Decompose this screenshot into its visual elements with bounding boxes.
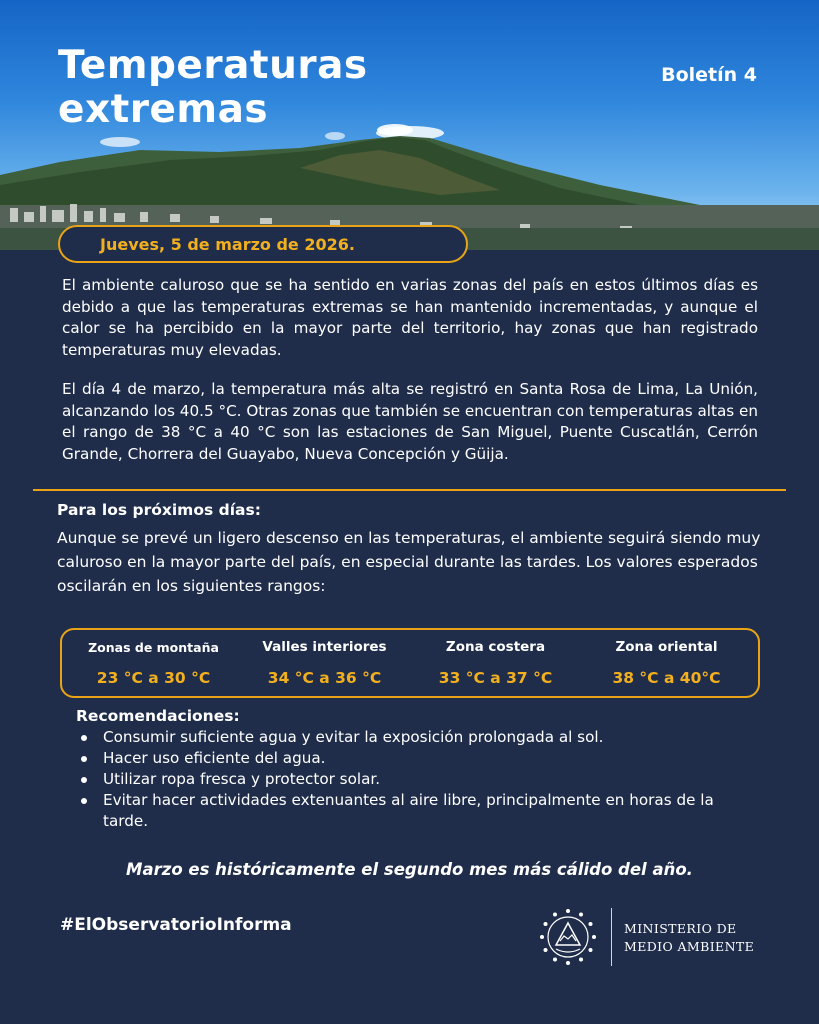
ministry-line-1: MINISTERIO DE [624,921,737,936]
list-item: Evitar hacer actividades extenuantes al aire libre, principalmente en horas de la tarde. [78,790,718,832]
zone-range: 34 °C a 36 °C [267,669,382,687]
zone-name: Zona costera [445,639,546,655]
zones-table [60,628,760,698]
zone-coastal [413,630,578,696]
ministry-name [624,920,754,956]
el-salvador-coat-of-arms-icon [536,905,600,969]
intro-paragraph: El ambiente caluroso que se ha sentido en varias zonas del país en estos últimos días es debido a que las temperaturas extremas se han mantenido incrementadas, y aunque el calor se ha percibido en la mayor parte del territorio, hay zonas que han registrado temperaturas muy elevadas. [62,276,758,359]
zone-range: 33 °C a 37 °C [438,669,553,687]
date-text: Jueves, 5 de marzo de 2026. [100,234,355,254]
list-item: Hacer uso eficiente del agua. [78,748,718,769]
records-paragraph: El día 4 de marzo, la temperatura más alta se registró en Santa Rosa de Lima, La Unión, alcanzando los 40.5 °C. Otras zonas que también se encuentran con temperaturas altas en el rango de 38 °C a 40 °C son las estaciones de San Miguel, Puente Cuscatlán, Cerrón Grande, Chorrera del Guayabo, Nueva Concepción y Güija. [62,380,758,463]
recommendations-heading: Recomendaciones: [76,707,240,725]
zone-name: Zonas de montaña [88,639,219,655]
logo-separator [611,908,612,966]
zone-range: 23 °C a 30 °C [96,668,211,687]
hero-banner [0,0,819,250]
hashtag: #ElObservatorioInforma [60,915,292,935]
list-item: Utilizar ropa fresca y protector solar. [78,769,718,790]
recommendations-list [78,727,718,832]
zone-range: 38 °C a 40°C [612,669,721,687]
ministry-line-2: MEDIO AMBIENTE [624,939,755,954]
date-badge [58,225,468,263]
title-line-1: Temperaturas [58,43,368,88]
closing-statement: Marzo es históricamente el segundo mes más cálido del año. [126,860,693,879]
title-line-2: extremas [58,87,269,132]
zone-interior-valleys [242,630,407,696]
zone-mountain [71,630,236,696]
section-divider [33,489,786,491]
zone-name: Valles interiores [262,639,387,655]
next-days-heading: Para los próximos días: [57,501,261,519]
next-days-body: Aunque se prevé un ligero descenso en las temperaturas, el ambiente seguirá siendo muy caluroso en la mayor parte del país, en especial durante las tardes. Los valores esperados oscilarán en los siguientes rangos: [57,529,761,595]
zone-name: Zona oriental [615,639,718,655]
page-title [58,44,368,132]
bulletin-number: Boletín 4 [661,64,757,86]
zone-eastern [584,630,749,696]
list-item: Consumir suficiente agua y evitar la exposición prolongada al sol. [78,727,718,748]
